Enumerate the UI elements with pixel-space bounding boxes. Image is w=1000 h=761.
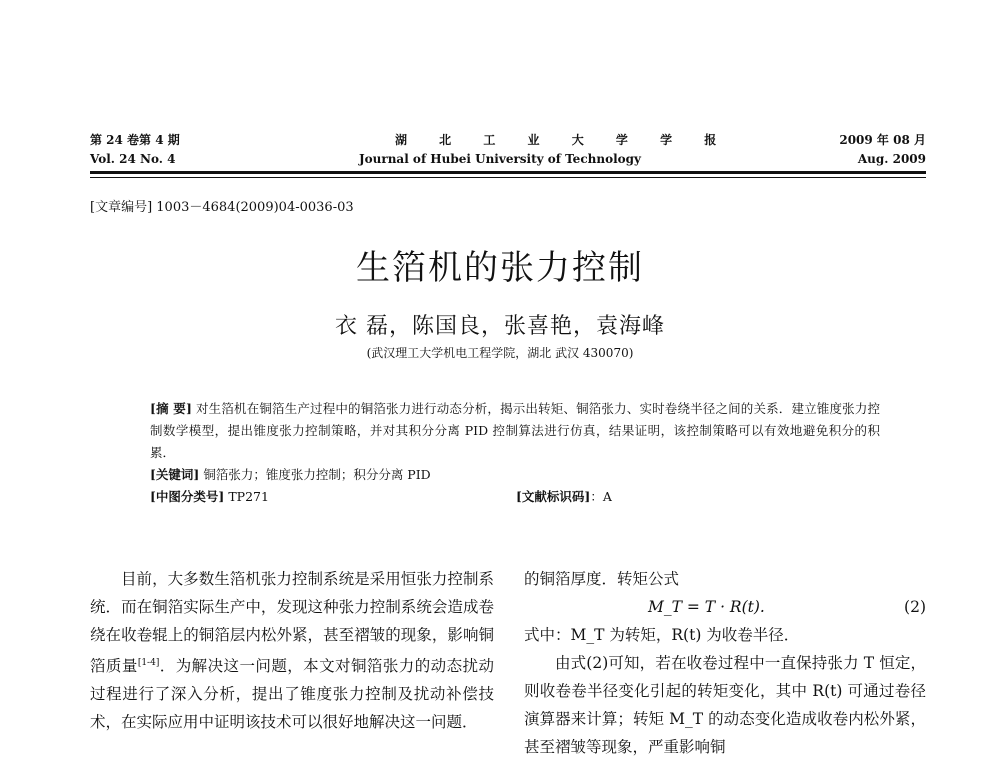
date-en: Aug. 2009: [857, 152, 926, 166]
torque-formula: [524, 593, 926, 621]
article-id: [文章编号] 1003－4684(2009)04-0036-03: [90, 200, 354, 215]
keywords-line: [150, 464, 880, 486]
doc-code-label: [文献标识码]: [516, 489, 591, 504]
journal-title-cn: 湖 北 工 业 大 学 学 报: [395, 133, 731, 147]
paper-title: 生箔机的张力控制: [356, 248, 644, 288]
date-cn: 2009 年 08 月: [839, 133, 926, 147]
abstract-block: [150, 398, 880, 508]
abstract-text: 对生箔机在铜箔生产过程中的铜箔张力进行动态分析，揭示出转矩、铜箔张力、实时卷绕半径之间的关系．建立锥度张力控制数学模型，提出锥度张力控制策略，并对其积分分离 PID 控制算法进行仿真，结果证明，该控制策略可以有效地避免积分的积累．: [150, 401, 880, 460]
doc-code: [516, 486, 612, 508]
header-rule-thick: [90, 171, 926, 174]
body-right-column: [524, 565, 926, 761]
doc-code-value: ：A: [590, 489, 612, 504]
formula-number: (2): [904, 598, 926, 616]
abstract-paragraph: [150, 398, 880, 464]
volume-cn: 第 24 卷第 4 期: [90, 133, 180, 147]
clc-label: [中图分类号]: [150, 489, 225, 504]
intro-paragraph: [90, 565, 494, 736]
abstract-label: [摘 要]: [150, 401, 192, 416]
header-rule-thin: [90, 177, 926, 178]
volume-en: Vol. 24 No. 4: [90, 152, 176, 166]
paper-authors: 衣 磊，陈国良，张喜艳，袁海峰: [335, 314, 665, 339]
clc-value: TP271: [228, 489, 269, 504]
classification-line: [150, 486, 880, 508]
right-line-2: 式中：M_T 为转矩，R(t) 为收卷半径．: [524, 626, 800, 644]
journal-title-en: Journal of Hubei University of Technology: [358, 152, 642, 166]
author-affiliation: (武汉理工大学机电工程学院，湖北 武汉 430070): [366, 346, 634, 360]
formula-expression: M_T = T · R(t).: [648, 598, 765, 616]
intro-text: 目前，大多数生箔机张力控制系统是采用恒张力控制系统．而在铜箔实际生产中，发现这种张力控制系统会造成卷绕在收卷辊上的铜箔层内松外紧，甚至褶皱的现象，影响铜箔质量: [90, 570, 494, 676]
body-left-column: [90, 565, 494, 736]
citation-ref: [1-4]: [137, 658, 160, 668]
right-line-1: 的铜箔厚度．转矩公式: [524, 570, 680, 588]
intro-text-end: ．为解决这一问题，本文对铜箔张力的动态扰动过程进行了深入分析，提出了锥度张力控制及扰动补偿技术，在实际应用中证明该技术可以很好地解决这一问题．: [90, 657, 494, 732]
right-paragraph: 由式(2)可知，若在收卷过程中一直保持张力 T 恒定，则收卷卷半径变化引起的转矩变化，其中 R(t) 可通过卷径演算器来计算；转矩 M_T 的动态变化造成收卷内松外紧，甚至褶皱等现象，严重影响铜: [524, 654, 926, 756]
keywords-label: [关键词]: [150, 467, 200, 482]
keywords-text: 铜箔张力；锥度张力控制；积分分离 PID: [203, 467, 431, 482]
